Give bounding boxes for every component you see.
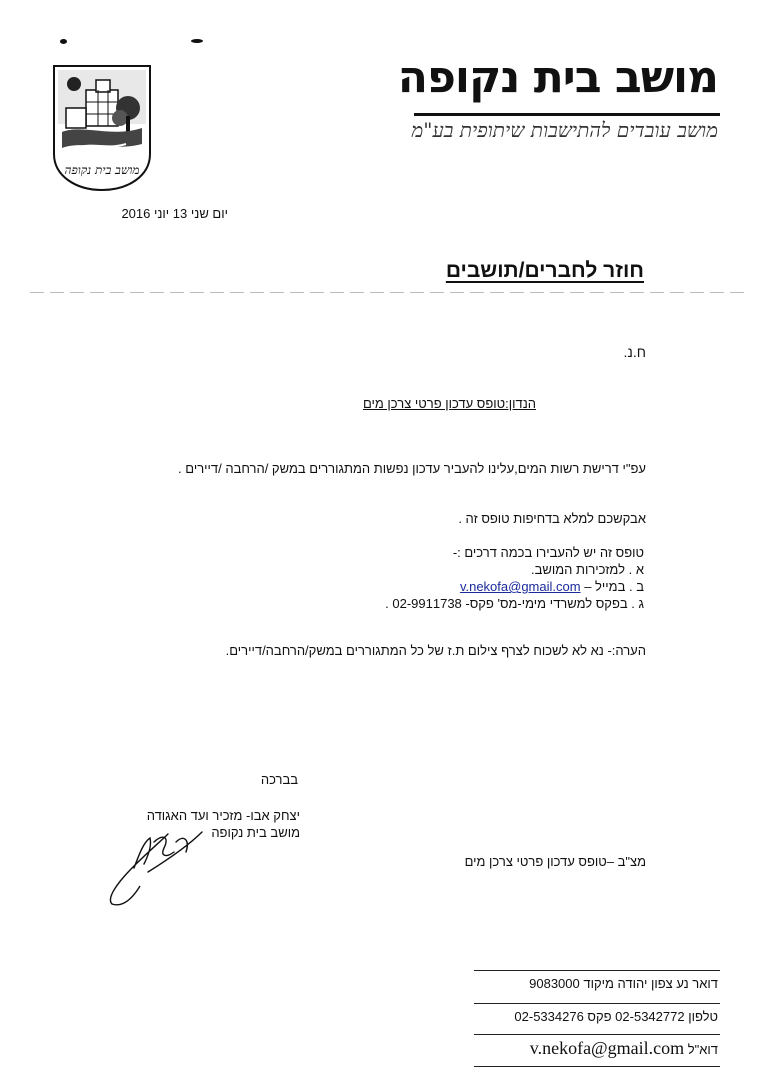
footer-rule <box>474 970 720 971</box>
signer-org: מושב בית נקופה <box>211 825 300 840</box>
method-a: א . למזכירות המושב. <box>530 562 644 577</box>
method-b <box>184 578 644 595</box>
moshav-logo-emblem <box>52 64 152 192</box>
methods-intro: טופס זה יש להעבירו בכמה דרכים :- <box>452 545 644 560</box>
org-subtitle: מושב עובדים להתישבות שיתופית בע"מ <box>411 118 718 142</box>
signer-name-title: יצחק אבו- מזכיר ועד האגודה <box>146 808 300 823</box>
logo-caption: מושב בית נקופה <box>64 163 140 177</box>
faint-divider <box>30 292 750 293</box>
document-title: חוזר לחברים/תושבים <box>445 259 644 282</box>
handwritten-signature <box>104 812 204 912</box>
letter-date: יום שני 13 יוני 2016 <box>121 206 228 221</box>
footer-email[interactable]: v.nekofa@gmail.com <box>529 1038 685 1058</box>
org-name: מושב בית נקופה <box>397 52 718 103</box>
note: הערה:- נא לא לשכוח לצרף צילום ת.ז של כל המתגוררים במשק/הרחבה/דיירים. <box>225 643 646 658</box>
scan-speck <box>60 39 67 44</box>
attachment-note: מצ"ב –טופס עדכון פרטי צרכן מים <box>464 854 646 869</box>
letterhead-rule <box>414 113 720 116</box>
body-paragraph-1: עפ"י דרישת רשות המים,עלינו להעביר עדכון נפשות המתגוררים במשק /הרחבה /דיירים . <box>178 461 646 476</box>
submission-methods <box>184 544 644 612</box>
footer-rule <box>474 1034 720 1035</box>
email-link[interactable]: v.nekofa@gmail.com <box>459 579 581 594</box>
footer-phones: טלפון 02-5342772 פקס 02-5334276 <box>514 1009 718 1024</box>
footer-email-label: דוא"ל <box>687 1042 718 1057</box>
footer-email-line <box>478 1038 718 1059</box>
subject-line: הנדון:טופס עדכון פרטי צרכן מים <box>362 396 536 411</box>
footer-rule <box>474 1003 720 1004</box>
body-paragraph-2: אבקשכם למלא בדחיפות טופס זה . <box>458 511 646 526</box>
greeting: ח.נ. <box>623 344 646 360</box>
method-c: ג . בפקס למשרדי מימי-מס' פקס- 02-9911738 . <box>385 596 644 611</box>
method-b-label: ב . במייל – <box>584 579 644 594</box>
footer-address: דואר נע צפון יהודה מיקוד 9083000 <box>529 976 718 991</box>
closing-regards: בברכה <box>260 772 298 787</box>
scan-speck <box>191 39 203 43</box>
footer-rule <box>474 1066 720 1067</box>
